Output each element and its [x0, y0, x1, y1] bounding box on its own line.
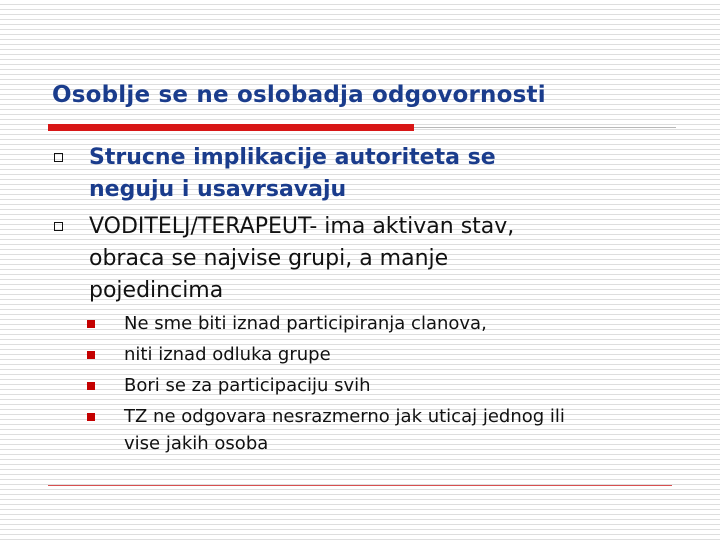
bullet-item-authority [89, 142, 649, 206]
sub-bullet-item [124, 341, 684, 368]
title-underline-accent [48, 124, 414, 131]
sub-bullet-item [124, 310, 684, 337]
bullet-line: pojedincima [89, 278, 224, 303]
filled-square-bullet-icon [87, 382, 95, 390]
hollow-square-bullet-icon [54, 222, 63, 231]
filled-square-bullet-icon [87, 413, 95, 421]
bullet-line: obraca se najvise grupi, a manje [89, 246, 449, 271]
sub-bullet-line: niti iznad odluka grupe [124, 344, 331, 365]
filled-square-bullet-icon [87, 351, 95, 359]
sub-bullet-item [124, 403, 684, 457]
sub-bullet-line: TZ ne odgovara nesrazmerno jak uticaj jednog ili [124, 406, 565, 427]
sub-bullet-item [124, 372, 684, 399]
hollow-square-bullet-icon [54, 153, 63, 162]
sub-bullet-line: Ne sme biti iznad participiranja clanova, [124, 313, 487, 334]
sub-bullet-line: vise jakih osoba [124, 433, 269, 454]
sub-bullet-line: Bori se za participaciju svih [124, 375, 371, 396]
title-underline-rule [414, 127, 676, 128]
filled-square-bullet-icon [87, 320, 95, 328]
bullet-line: VODITELJ/TERAPEUT- ima aktivan stav, [89, 214, 515, 239]
bullet-line: neguju i usavrsavaju [89, 177, 347, 202]
bullet-line: Strucne implikacije autoriteta se [89, 145, 496, 170]
bullet-item-therapist [89, 211, 649, 307]
footer-rule [48, 485, 672, 486]
slide-title: Osoblje se ne oslobadja odgovornosti [52, 82, 546, 108]
